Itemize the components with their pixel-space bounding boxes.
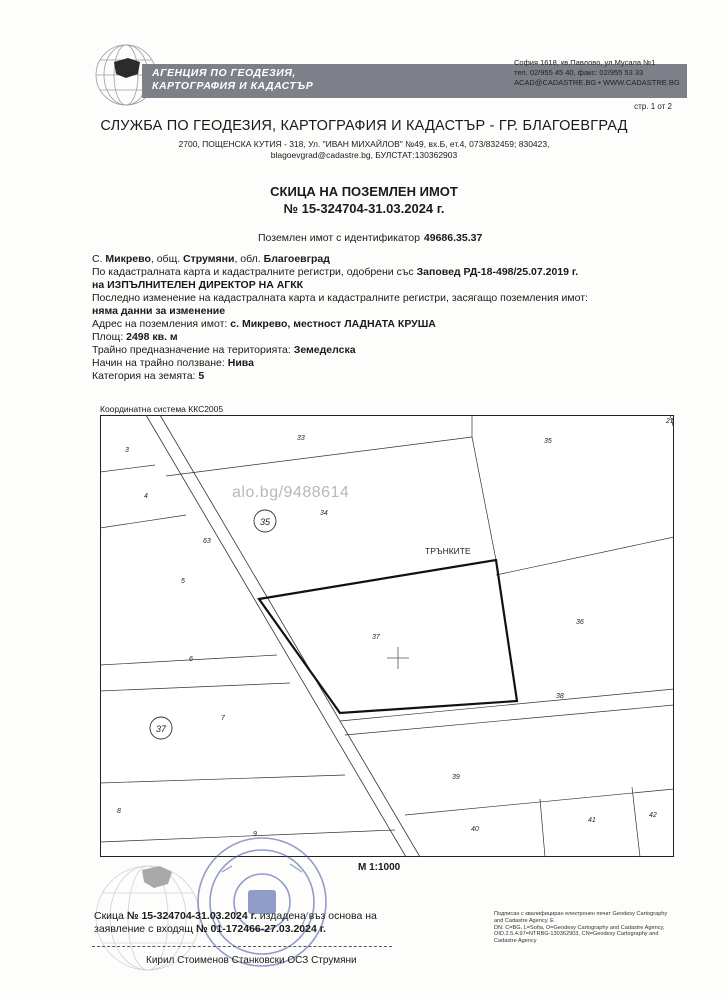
parcel-35: 35: [544, 438, 552, 445]
category-label: Категория на земята:: [92, 370, 196, 382]
agency-name-line-1: АГЕНЦИЯ ПО ГЕОДЕЗИЯ,: [152, 67, 296, 79]
agency-name: [152, 67, 313, 93]
coordinate-system-label: Координатна система ККС2005: [100, 404, 224, 414]
region: Благоевград: [263, 253, 330, 265]
footer-sketch-number: № 15-324704-31.03.2024 г.: [126, 910, 257, 922]
order-by: на ИЗПЪЛНИТЕЛЕН ДИРЕКТОР НА АГКК: [92, 279, 304, 291]
parcel-36: 36: [576, 619, 584, 626]
area-label: Площ:: [92, 331, 124, 343]
agency-phone: тел. 02/955 45 40, факс: 02/955 53 33: [514, 68, 644, 77]
agency-name-line-2: КАРТОГРАФИЯ И КАДАСТЪР: [152, 80, 314, 92]
approval-order: Заповед РД-18-498/25.07.2019 г.: [416, 266, 579, 278]
office-address-line: 2700, ПОЩЕНСКА КУТИЯ - 318, Ул. "ИВАН МИХАЙЛОВ" №49, вх.Б, ет.4, 073/832459; 830423,: [178, 139, 550, 149]
parcel-39: 39: [452, 774, 460, 781]
parcel-4: 4: [144, 493, 148, 500]
parcel-5: 5: [181, 578, 185, 585]
locality-name: ТРЪНКИТЕ: [425, 546, 471, 556]
identifier-value: 49686.35.37: [423, 232, 483, 244]
location-prefix: С.: [92, 253, 103, 265]
map-scale: М 1:1000: [358, 862, 401, 873]
footer-sketch-label: Скица: [94, 910, 124, 922]
address-line: [92, 318, 692, 331]
parcel-3: 3: [125, 447, 129, 454]
parcel-41: 41: [588, 817, 596, 824]
identifier-label: Поземлен имот с идентификатор: [258, 232, 420, 244]
electronic-seal-info: [494, 911, 704, 945]
footer-issuance: [94, 910, 377, 936]
parcel-37: 37: [372, 634, 380, 641]
footer-line-1: [94, 910, 377, 923]
address-value: с. Микрево, местност ЛАДНАТА КРУША: [230, 318, 436, 330]
footer-issued-text: издадена въз основа на: [259, 910, 377, 922]
last-change-label: Последно изменение на кадастралната карта и кадастралните регистри, засягащо поземления имот:: [92, 292, 588, 304]
parcel-63: 63: [203, 538, 211, 545]
approval-text: По кадастралната карта и кадастралните регистри, одобрени със: [92, 266, 414, 278]
page-number: стр. 1 от 2: [634, 102, 672, 111]
official-stamp: [192, 832, 332, 972]
office-address: [0, 139, 728, 161]
document-number: № 15-324704-31.03.2024 г.: [283, 201, 445, 216]
parcel-8: 8: [117, 808, 121, 815]
footer-application-number: № 01-172466-27.03.2024 г.: [195, 923, 326, 935]
block-37-label: 37: [155, 724, 167, 734]
signer-name: Кирил Стоименов Станковски ОСЗ Струмяни: [146, 955, 357, 966]
parcel-21: 21: [666, 418, 674, 425]
parcel-34: 34: [320, 510, 328, 517]
approval-line: [92, 266, 692, 279]
area-value: 2498 кв. м: [126, 331, 178, 343]
municipality: Струмяни: [183, 253, 235, 265]
agency-contacts: [514, 58, 680, 88]
parcel-7: 7: [221, 715, 225, 722]
esign-line-5: Cadastre Agency: [494, 938, 537, 945]
parcel-6: 6: [189, 656, 193, 663]
address-label: Адрес на поземления имот:: [92, 318, 228, 330]
last-change-line: [92, 305, 692, 318]
parcel-38: 38: [556, 693, 564, 700]
usage-label: Начин на трайно ползване:: [92, 357, 225, 369]
purpose-label: Трайно предназначение на територията:: [92, 344, 291, 356]
last-change-value: няма данни за изменение: [92, 305, 226, 317]
category-value: 5: [198, 370, 205, 382]
document-title: [0, 183, 728, 217]
property-identifier: [258, 232, 482, 244]
esign-line-3: DN: C=BG, L=Sofia, O=Geodesy Cartography and Cadastre Agency,: [494, 924, 665, 931]
category-line: [92, 370, 692, 383]
usage-line: [92, 357, 692, 370]
agency-address: София 1618, кв.Павлово, ул.Мусала №1: [514, 58, 656, 67]
usage-value: Нива: [227, 357, 254, 369]
esign-line-1: Подписан с квалифициран електронен печат Geodesy Cartography: [494, 911, 668, 917]
block-35-label: 35: [259, 517, 271, 527]
location-line: [92, 253, 692, 266]
document-title-text: СКИЦА НА ПОЗЕМЛЕН ИМОТ: [270, 184, 458, 199]
agency-web: ACAD@CADASTRE.BG • WWW.CADASTRE.BG: [514, 78, 680, 87]
footer-line-2: [94, 923, 377, 936]
village: Микрево: [105, 253, 151, 265]
parcel-40: 40: [471, 826, 479, 833]
parcel-42: 42: [649, 812, 657, 819]
esign-line-4: OID.2.5.4.97=NTRBG-130362903, CN=Geodesy Cartography and: [494, 931, 659, 938]
cadastral-map[interactable]: [100, 415, 674, 857]
office-title: СЛУЖБА ПО ГЕОДЕЗИЯ, КАРТОГРАФИЯ И КАДАСТЪР - ГР. БЛАГОЕВГРАД: [100, 118, 628, 134]
watermark-text: alo.bg/9488614: [232, 484, 350, 501]
purpose-line: [92, 344, 692, 357]
parcel-9: 9: [253, 831, 257, 838]
footer-application-label: заявление с входящ: [94, 923, 194, 935]
area-line: [92, 331, 692, 344]
parcel-33: 33: [297, 435, 305, 442]
esign-line-2: and Cadastre Agency. E: [494, 917, 554, 924]
map-border: [101, 416, 674, 857]
property-info: [92, 253, 692, 383]
signature-line: [92, 946, 392, 947]
office-contact-line: blagoevgrad@cadastre.bg, БУЛСТАТ:130362903: [270, 150, 458, 160]
region-prefix: , обл.: [234, 253, 261, 265]
municipality-prefix: , общ.: [150, 253, 181, 265]
purpose-value: Земеделска: [293, 344, 356, 356]
order-by-line: [92, 279, 692, 292]
